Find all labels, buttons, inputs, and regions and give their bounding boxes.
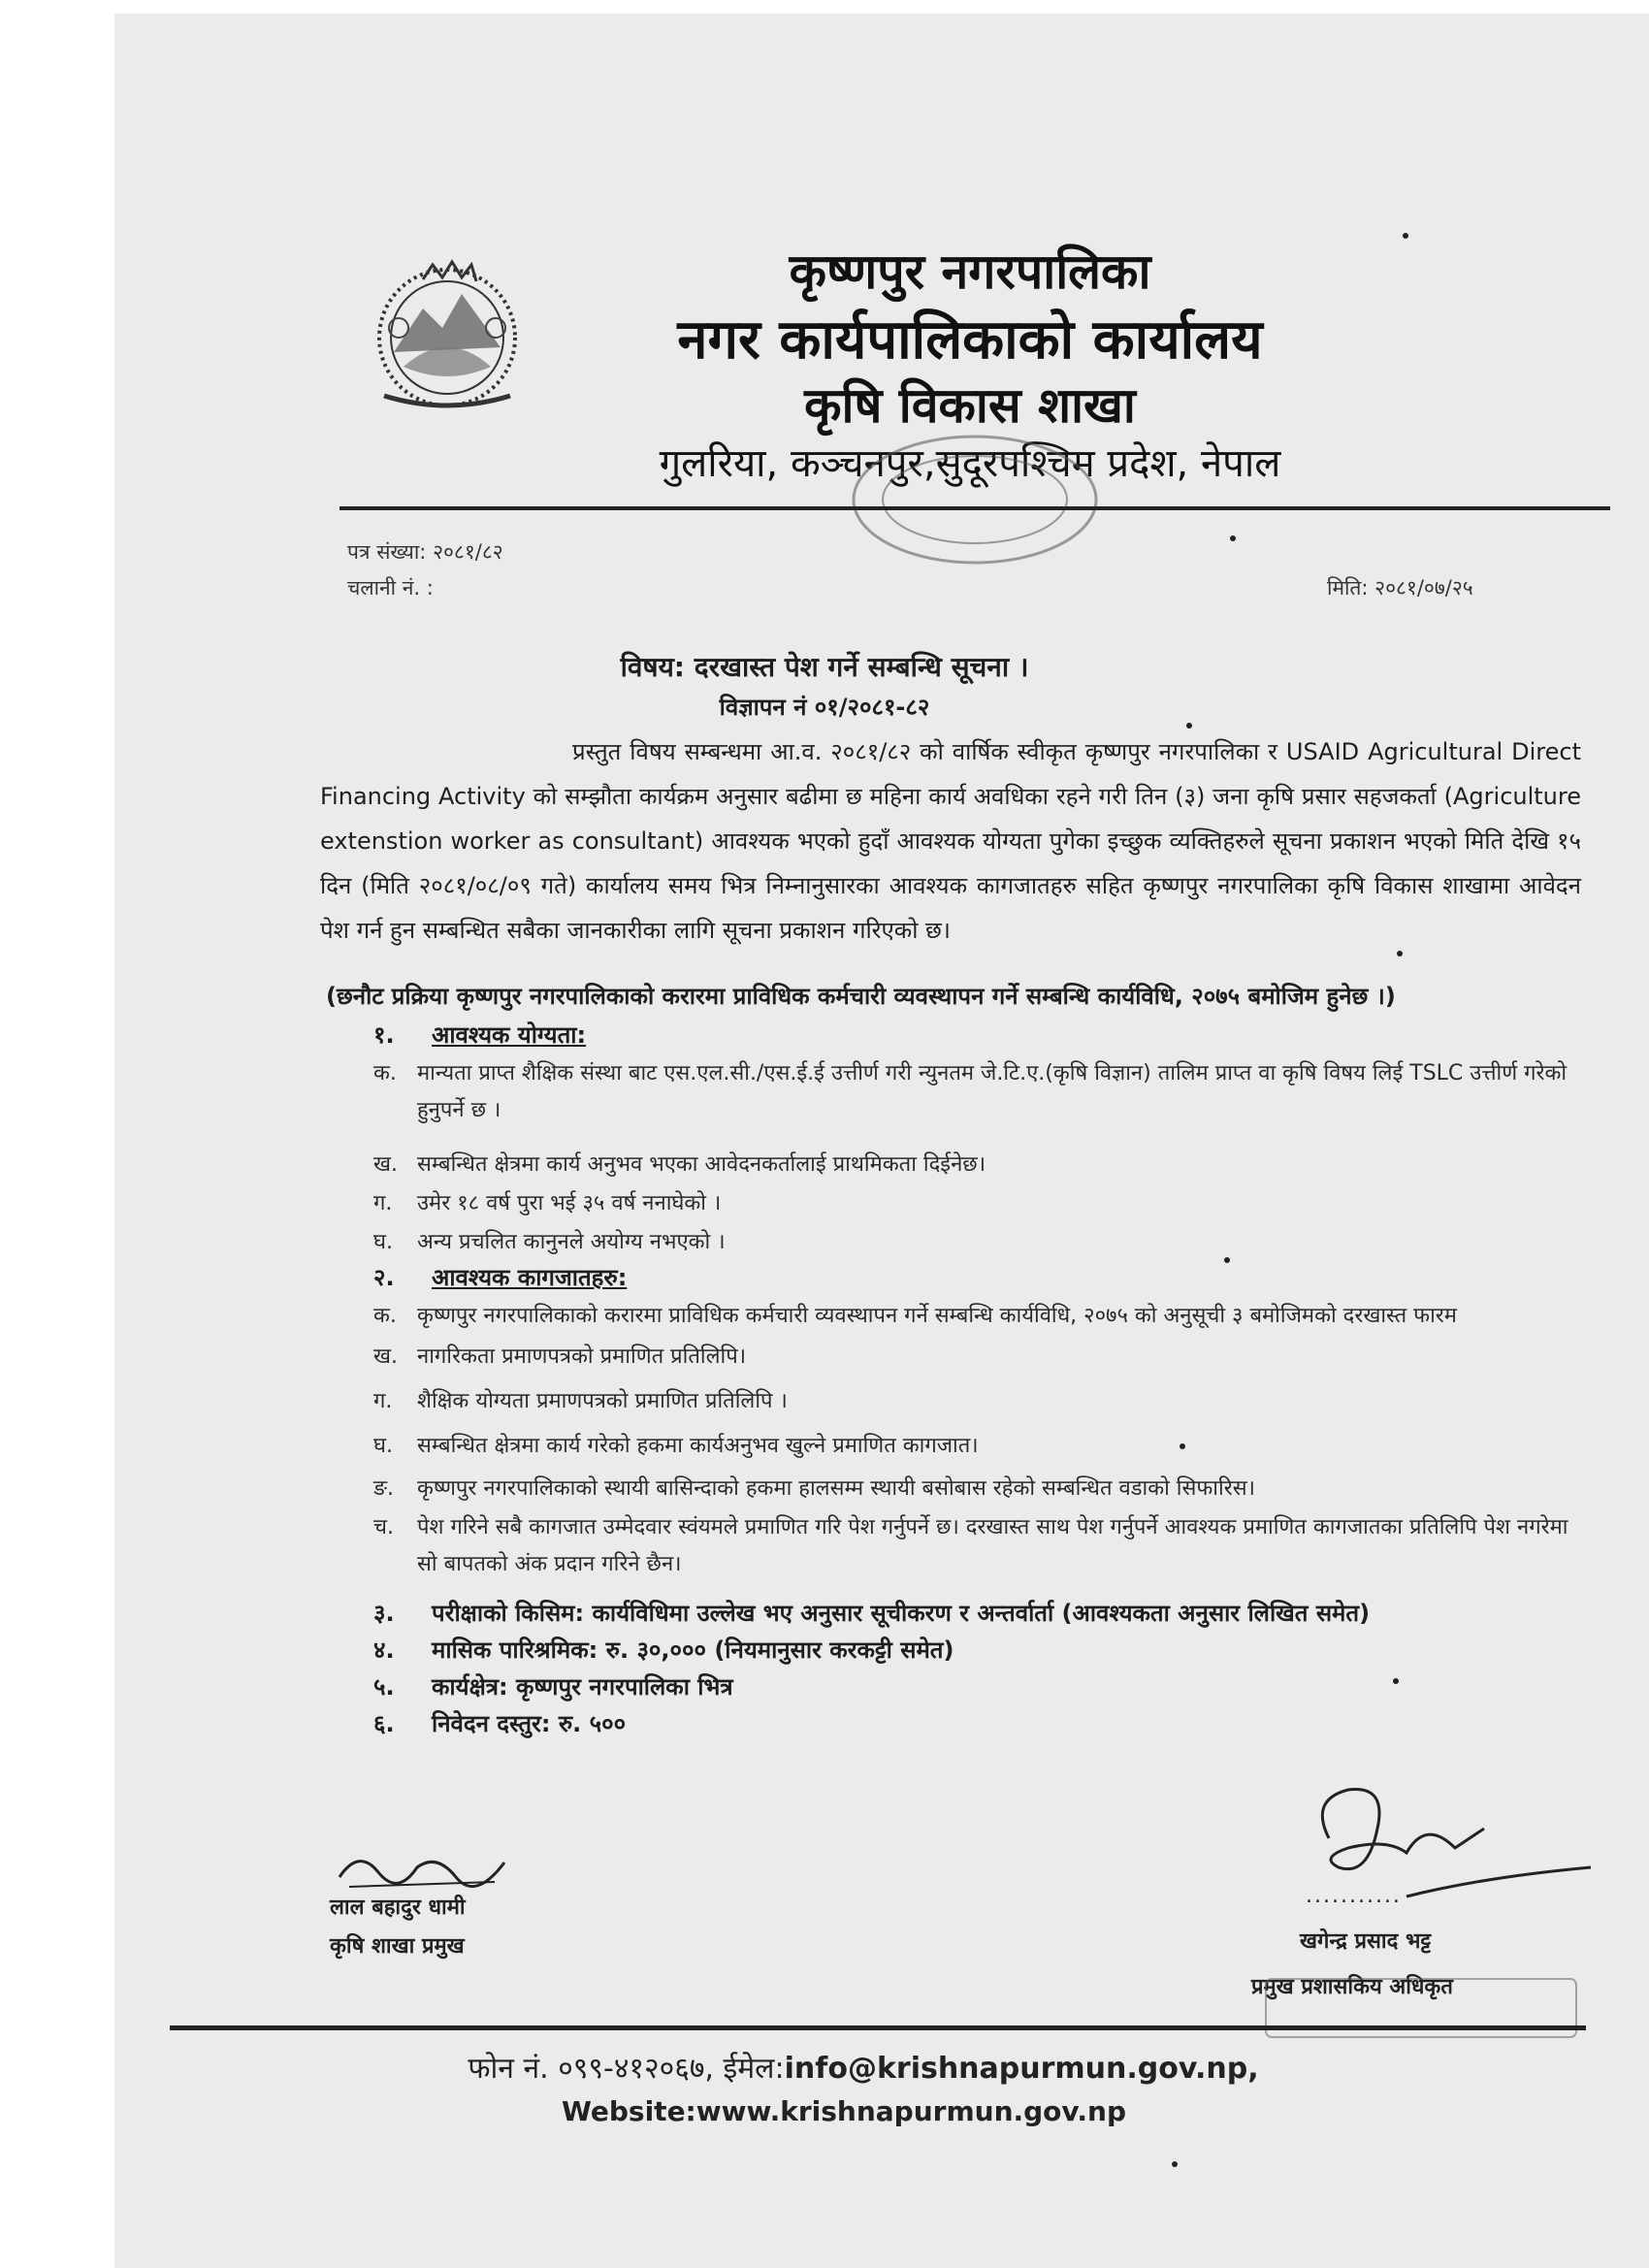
signature-left-icon bbox=[330, 1838, 514, 1896]
item-text: उमेर १८ वर्ष पुरा भई ३५ वर्ष ननाघेको । bbox=[417, 1191, 722, 1215]
document-item bbox=[373, 1428, 1581, 1465]
scan-speck bbox=[1224, 1257, 1230, 1263]
email-label: ईमेल: bbox=[723, 2052, 785, 2086]
signature-dots: ........... bbox=[1306, 1884, 1402, 1908]
signatory-right-name: खगेन्द्र प्रसाद भट्ट bbox=[1300, 1929, 1432, 1954]
item-marker: ख. bbox=[373, 1345, 398, 1369]
item-marker: ङ. bbox=[373, 1476, 395, 1501]
section-label: आवश्यक योग्यता: bbox=[432, 1021, 587, 1049]
selection-note: (छनौट प्रक्रिया कृष्णपुर नगरपालिकाको करारमा प्राविधिक कर्मचारी व्यवस्थापन गर्ने सम्बन्धि कार्यविधि, २०७५ बमोजिम हुनेछ ।) bbox=[326, 983, 1396, 1010]
section-text: परीक्षाको किसिम: कार्यविधिमा उल्लेख भए अनुसार सूचीकरण र अन्तर्वार्ता (आवश्यकता अनुसार लिखित समेत) bbox=[432, 1600, 1371, 1627]
scan-speck bbox=[1180, 1443, 1185, 1449]
scan-speck bbox=[1397, 951, 1403, 956]
signatory-right-title: प्रमुख प्रशासकिय अधिकृत bbox=[1251, 1975, 1453, 1999]
section-text: मासिक पारिश्रमिक: रु. ३०,००० (नियमानुसार करकट्टी समेत) bbox=[432, 1636, 954, 1664]
item-text: शैक्षिक योग्यता प्रमाणपत्रको प्रमाणित प्रतिलिपि । bbox=[417, 1389, 788, 1413]
section-text: निवेदन दस्तुर: रु. ५०० bbox=[432, 1710, 627, 1737]
exam-type bbox=[373, 1597, 1370, 1629]
document-item bbox=[373, 1509, 1581, 1583]
section-label: आवश्यक कागजातहरु: bbox=[432, 1264, 628, 1291]
scan-speck bbox=[1393, 1678, 1399, 1684]
section-documents-title bbox=[373, 1261, 627, 1293]
document-item bbox=[373, 1383, 1581, 1420]
letterhead-municipality: कृष्णपुर नगरपालिका bbox=[789, 243, 1151, 300]
date-value: २०८१/०७/२५ bbox=[1374, 576, 1473, 599]
item-marker: क. bbox=[373, 1304, 397, 1328]
qualification-item bbox=[373, 1185, 1581, 1222]
body-paragraph: प्रस्तुत विषय सम्बन्धमा आ.व. २०८१/८२ को वार्षिक स्वीकृत कृष्णपुर नगरपालिका र USAID Agricultural Direct Financing Activity को सम्झौता कार्यक्रम अनुसार बढीमा छ महिना कार्य अवधिका रहने गरी तिन (३) जना कृषि प्रसार सहजकर्ता (Agriculture extenstion worker as consultant) आवश्यक भएको हुदाँ आवश्यक योग्यता पुगेका इच्छुक व्यक्तिहरुले सूचना प्रकाशन भएको मिति देखि १५ दिन (मिति २०८१/०८/०९ गते) कार्यालय समय भित्र निम्नानुसारका आवश्यक कागजातहरु सहित कृष्णपुर नगरपालिका कृषि विकास शाखामा आवेदन पेश गर्न हुन सम्बन्धित सबैका जानकारीका लागि सूचना प्रकाशन गरिएको छ। bbox=[320, 738, 1581, 944]
item-text: कृष्णपुर नगरपालिकाको स्थायी बासिन्दाको हकमा हालसम्म स्थायी बसोबास रहेको सम्बन्धित वडाको सिफारिस। bbox=[417, 1476, 1255, 1501]
document-item bbox=[373, 1298, 1581, 1335]
item-text: सम्बन्धित क्षेत्रमा कार्य अनुभव भएका आवेदनकर्तालाई प्राथमिकता दिईनेछ। bbox=[417, 1152, 986, 1177]
signatory-left-title: कृषि शाखा प्रमुख bbox=[330, 1934, 465, 1959]
item-marker: ख. bbox=[373, 1152, 398, 1177]
section-qualifications-title bbox=[373, 1019, 586, 1051]
letterhead-branch: कृषि विकास शाखा bbox=[804, 377, 1136, 434]
letter-number bbox=[347, 538, 503, 566]
qualification-item bbox=[373, 1224, 1581, 1261]
website-label: Website: bbox=[562, 2095, 696, 2127]
section-number: ३. bbox=[373, 1600, 395, 1627]
scan-speck bbox=[1403, 233, 1408, 239]
item-marker: घ. bbox=[373, 1230, 393, 1254]
dispatch-number-label: चलानी नं. : bbox=[347, 576, 434, 599]
email-address: info@krishnapurmun.gov.np, bbox=[784, 2052, 1259, 2086]
section-number: ६. bbox=[373, 1710, 395, 1737]
footer-contact bbox=[0, 2047, 1649, 2087]
office-stamp-icon bbox=[844, 427, 1106, 572]
website-url: www.krishnapurmun.gov.np bbox=[695, 2095, 1126, 2127]
qualification-item bbox=[373, 1147, 1581, 1183]
signatory-left-name: लाल बहादुर धामी bbox=[330, 1895, 466, 1920]
scan-speck bbox=[1172, 2161, 1178, 2167]
letterhead-office: नगर कार्यपालिकाको कार्यालय bbox=[677, 308, 1263, 372]
work-area bbox=[373, 1670, 733, 1702]
item-marker: ग. bbox=[373, 1191, 393, 1215]
qualification-item bbox=[373, 1055, 1581, 1129]
footer-website bbox=[0, 2095, 1649, 2127]
document-item bbox=[373, 1471, 1581, 1507]
item-text: अन्य प्रचलित कानुनले अयोग्य नभएको । bbox=[417, 1230, 726, 1254]
date-label: मिति: bbox=[1327, 576, 1369, 599]
item-marker: घ. bbox=[373, 1434, 393, 1458]
phone-label: फोन नं. bbox=[468, 2052, 549, 2086]
letter-number-value: २०८१/८२ bbox=[433, 540, 503, 564]
scan-speck bbox=[1230, 535, 1236, 541]
item-marker: ग. bbox=[373, 1389, 393, 1413]
phone-number: ०९९-४१२०६७, bbox=[558, 2052, 714, 2086]
item-text: सम्बन्धित क्षेत्रमा कार्य गरेको हकमा कार्यअनुभव खुल्ने प्रमाणित कागजात। bbox=[417, 1434, 979, 1458]
item-marker: च. bbox=[373, 1515, 394, 1539]
item-text: कृष्णपुर नगरपालिकाको करारमा प्राविधिक कर्मचारी व्यवस्थापन गर्ने सम्बन्धि कार्यविधि, २०७५ को अनुसूची ३ बमोजिमको दरखास्त फारम bbox=[417, 1304, 1457, 1328]
item-text: पेश गरिने सबै कागजात उम्मेदवार स्वंयमले प्रमाणित गरि पेश गर्नुपर्ने छ। दरखास्त साथ पेश गर्नुपर्ने आवश्यक प्रमाणित कागजातका प्रतिलिपि पेश नगरेमा सो बापतको अंक प्रदान गरिने छैन। bbox=[417, 1515, 1568, 1576]
footer-divider bbox=[170, 2025, 1586, 2030]
monthly-salary bbox=[373, 1634, 954, 1666]
subject-line: विषय: दरखास्त पेश गर्ने सम्बन्धि सूचना । bbox=[620, 651, 1029, 683]
document-item bbox=[373, 1339, 1581, 1376]
advertisement-number: विज्ञापन नं ०१/२०८१-८२ bbox=[719, 694, 930, 721]
letter-date bbox=[1327, 574, 1473, 601]
application-fee bbox=[373, 1707, 626, 1739]
item-text: मान्यता प्राप्त शैक्षिक संस्था बाट एस.एल.सी./एस.ई.ई उत्तीर्ण गरी न्युनतम जे.टि.ए.(कृषि विज्ञान) तालिम प्राप्त वा कृषि विषय लिई TSLC उत्तीर्ण गरेको हुनुपर्ने छ । bbox=[417, 1061, 1568, 1122]
scan-speck bbox=[1186, 723, 1192, 729]
letterhead-address: गुलरिया, कञ्चनपुर,सुदूरपश्चिम प्रदेश, नेपाल bbox=[659, 441, 1281, 486]
section-number: १. bbox=[373, 1021, 395, 1049]
header-divider bbox=[340, 506, 1610, 510]
letter-number-label: पत्र संख्या: bbox=[347, 540, 427, 564]
section-number: २. bbox=[373, 1264, 395, 1291]
scan-edge-left bbox=[0, 0, 114, 2268]
item-text: नागरिकता प्रमाणपत्रको प्रमाणित प्रतिलिपि। bbox=[417, 1345, 747, 1369]
designation-stamp-icon bbox=[1261, 1969, 1581, 2047]
section-number: ५. bbox=[373, 1673, 395, 1701]
item-marker: क. bbox=[373, 1061, 397, 1085]
section-number: ४. bbox=[373, 1636, 395, 1664]
section-text: कार्यक्षेत्र: कृष्णपुर नगरपालिका भित्र bbox=[432, 1673, 733, 1701]
